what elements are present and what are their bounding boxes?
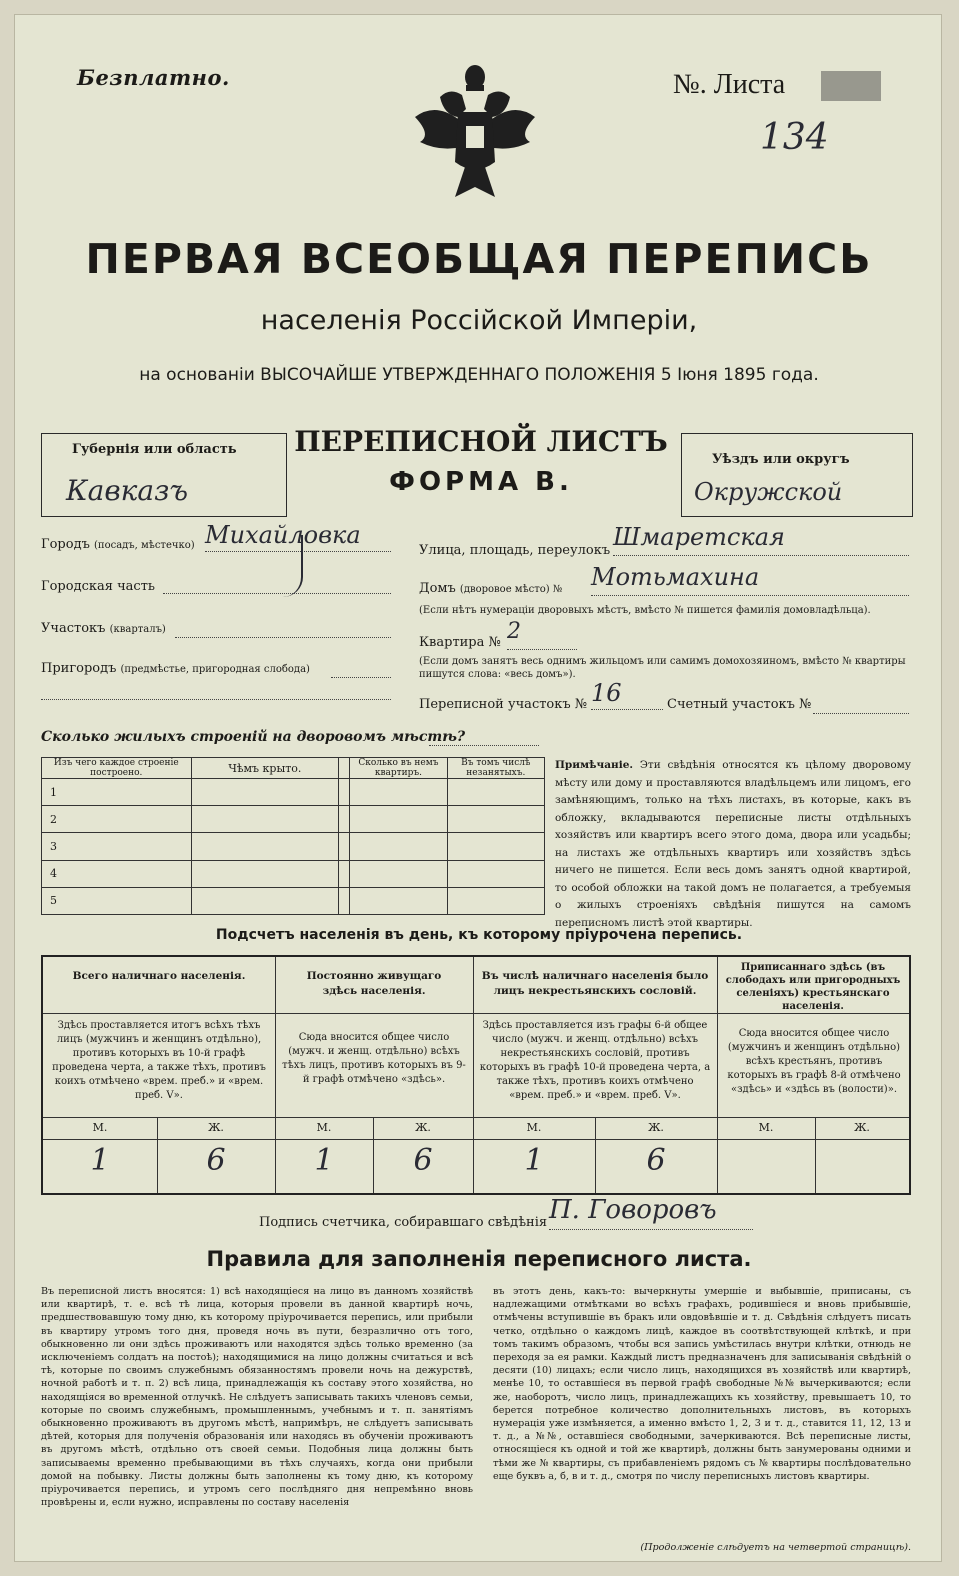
free-of-charge-label: Безплатно. — [77, 65, 230, 90]
row-number: 3 — [42, 833, 192, 860]
signature-value: П. Говоровъ — [549, 1195, 753, 1230]
buildings-col-apartments: Сколько въ немъ квартиръ. — [350, 758, 447, 779]
city-field — [41, 537, 195, 552]
row-number: 1 — [42, 779, 192, 806]
buildings-col-gap — [339, 758, 350, 779]
buildings-table — [41, 757, 545, 915]
district-label: Уѣздъ или округъ — [712, 452, 850, 467]
buildings-answer-line — [429, 731, 539, 746]
buildings-header-row — [42, 758, 545, 779]
count-col-1-f-value: 6 — [206, 1143, 226, 1178]
buildings-col-roof: Чѣмъ крыто. — [191, 758, 339, 779]
count-precinct-label: Счетный участокъ № — [667, 697, 812, 712]
count-col-4-m-label: М. — [758, 1121, 774, 1134]
buildings-question: Сколько жилыхъ строеній на дворовомъ мѣстѣ? — [41, 729, 466, 745]
legal-basis-line: на основаніи ВЫСОЧАЙШЕ УТВЕРЖДЕННАГО ПОЛОЖЕНІЯ 5 Іюня 1895 года. — [139, 365, 819, 385]
count-col-4-desc: Сюда вносится общее число (мужчинъ и женщинъ отдѣльно) всѣхъ крестьянъ, противъ которыхъ въ графѣ 8-й отмѣчено «здѣсь» и «здѣсь въ (волости)». — [727, 1028, 901, 1095]
count-col-2-m-value: 1 — [314, 1143, 334, 1178]
census-form-page — [14, 14, 942, 1562]
sheet-number-label: №. Листа — [673, 69, 786, 100]
apartment-label: Квартира № — [419, 635, 501, 650]
table-row — [42, 806, 545, 833]
suburb-line-1 — [331, 661, 391, 678]
population-count-heading: Подсчетъ населенія въ день, къ которому пріурочена перепись. — [215, 927, 743, 943]
house-field — [419, 581, 562, 596]
table-row — [42, 833, 545, 860]
page-title: ПЕРВАЯ ВСЕОБЩАЯ ПЕРЕПИСЬ — [85, 235, 873, 283]
suburb-field — [41, 661, 310, 676]
count-col-1-m-value: 1 — [90, 1143, 110, 1178]
count-col-1-desc: Здѣсь проставляется итогъ всѣхъ тѣхъ лицъ (мужчинъ и женщинъ отдѣльно), противъ которыхъ въ 10-й графѣ проведена черта, а также тѣхъ, противъ коихъ отмѣчено «врем. преб.» и «врем. преб. V». — [52, 1020, 266, 1101]
count-col-2-desc: Сюда вносится общее число (мужч. и женщ. отдѣльно) всѣхъ тѣхъ лицъ, противъ которыхъ въ 9-й графѣ отмѣчено «здѣсь». — [282, 1032, 466, 1085]
precinct-field — [41, 621, 166, 636]
count-precinct-line — [813, 697, 909, 714]
count-col-1-f-label: Ж. — [208, 1121, 224, 1134]
table-row — [42, 887, 545, 914]
suburb-label: Пригородъ — [41, 661, 117, 676]
count-col-3-m-value: 1 — [524, 1143, 544, 1178]
city-label: Городъ — [41, 537, 90, 552]
suburb-line-2 — [41, 687, 391, 700]
suburb-hint: (предмѣстье, пригородная слобода) — [120, 664, 310, 675]
precinct-label: Участокъ — [41, 621, 106, 636]
street-label: Улица, площадь, переулокъ — [419, 543, 611, 558]
count-col-4-f-label: Ж. — [854, 1121, 870, 1134]
form-letter: ФОРМА В. — [389, 467, 573, 497]
row-number: 4 — [42, 860, 192, 887]
row-number: 5 — [42, 887, 192, 914]
rules-heading: Правила для заполненія переписного листа. — [206, 1247, 752, 1271]
buildings-col-vacant: Въ томъ числѣ незанятыхъ. — [447, 758, 544, 779]
signature-label: Подпись счетчика, собиравшаго свѣдѣнія — [259, 1215, 548, 1230]
precinct-hint: (кварталъ) — [109, 624, 166, 635]
rules-right-column: въ этотъ день, какъ-то: вычеркнуты умершіе и выбывшіе, приписаны, съ надлежащими отмѣтками во всѣхъ графахъ, родившіеся и вновь прибывшіе, отмѣчены вступившіе въ бракъ или овдовѣвшіе и т. д. Свѣдѣнія слѣдуетъ писать четко, отдѣльно о каждомъ лицѣ, каждое въ соотвѣтствующей клѣткѣ, и при томъ такимъ образомъ, чтобы вся запись умѣстилась внутри клѣтки, отнюдь не переходя за ея рамки. Каждый листъ предназначенъ для записыванія свѣдѣній о десяти (10) лицахъ; если число лицъ, находящихся въ хозяйствѣ или квартирѣ, менѣе 10, то оставшіеся въ первой графѣ свободные №№ вычеркиваются; если же, наоборотъ, число лицъ, принадлежащихъ къ хозяйству, превышаетъ 10, то берется потребное количество дополнительныхъ листовъ, въ которыхъ нумерація уже измѣняется, а именно вмѣсто 1, 2, 3 и т. д., ставится 11, 12, 13 и т. д., а №№, оставшіеся свободными, зачеркиваются. Всѣ переписные листы, относящіеся къ одной и той же квартирѣ, должны быть занумерованы одними и тѣми же № квартиры, съ прибавленіемъ рядомъ съ № квартиры послѣдовательно еще буквъ а, б, в и т. д., смотря по числу переписныхъ листовъ квартиры. — [493, 1286, 911, 1482]
buildings-col-material: Изъ чего каждое строеніе построено. — [42, 758, 192, 779]
population-count-table — [41, 955, 911, 1195]
count-col-3-header: Въ числѣ наличнаго населенія было лицъ некрестьянскихъ сословій. — [481, 970, 709, 997]
province-value: Кавказъ — [66, 474, 189, 507]
count-col-2-header: Постоянно живущаго здѣсь населенія. — [306, 970, 442, 997]
city-hint: (посадъ, мѣстечко) — [94, 540, 195, 551]
district-value: Окружской — [694, 478, 843, 506]
note-text: Эти свѣдѣнія относятся къ цѣлому дворовому мѣсту или дому и проставляются владѣльцемъ или лицомъ, его замѣняющимъ, только на тѣхъ листахъ, въ которые, какъ въ обложку, вкладываются переписные листы отдѣльныхъ хозяйствъ или квартиръ всего этого дома, двора или усадьбы; на листахъ же отдѣльныхъ квартиръ или хозяйствъ здѣсь ничего не пишется. Если весь домъ занятъ одной квартирой, то особой обложки на такой домъ не полагается, а требуемыя о жилыхъ строеніяхъ свѣдѣнія пишутся на самомъ переписномъ листѣ этой квартиры. — [555, 759, 911, 929]
house-label: Домъ — [419, 581, 456, 596]
sheet-number-stamp — [821, 71, 881, 101]
census-precinct-label: Переписной участокъ № — [419, 697, 588, 712]
house-hint: (дворовое мѣсто) № — [459, 584, 563, 595]
district-box — [681, 433, 913, 517]
page-subtitle: населенія Россійской Имперіи, — [260, 305, 698, 336]
city-part-label: Городская часть — [41, 579, 155, 594]
count-col-2-f-value: 6 — [413, 1143, 433, 1178]
table-row — [42, 779, 545, 806]
sheet-number-handwritten: 134 — [760, 117, 829, 158]
count-col-2-f-label: Ж. — [415, 1121, 431, 1134]
count-col-1-header: Всего наличнаго населенія. — [72, 970, 246, 982]
count-col-4-header: Приписаннаго здѣсь (въ слободахъ или пригородныхъ селеніяхъ) крестьянскаго населенія. — [725, 962, 901, 1012]
city-value: Михайловка — [205, 521, 391, 552]
count-col-3-f-value: 6 — [646, 1143, 666, 1178]
rules-continued: (Продолженіе слѣдуетъ на четвертой страницѣ). — [640, 1542, 911, 1553]
province-label: Губернія или область — [72, 442, 237, 457]
count-col-2-m-label: М. — [316, 1121, 332, 1134]
census-precinct-value: 16 — [591, 679, 663, 710]
apartment-value: 2 — [507, 619, 577, 650]
rules-left-column: Въ переписной листъ вносятся: 1) всѣ находящіеся на лицо въ данномъ хозяйствѣ или квартирѣ, т. е. всѣ тѣ лица, которыя провели въ данной квартирѣ ночь, предшествовавшую тому дню, къ которому пріурочивается перепись, или прибыли въ квартиру утромъ того дня, проведя ночь въ пути, безразлично отъ того, обыкновенно ли они здѣсь проживаютъ или находятся здѣсь только временно (за исключеніемъ солдатъ на постоѣ); находящимися на лицо должны считаться и всѣ тѣ, которые по своимъ служебнымъ обязанностямъ провели ночь на дежурствѣ, ночной работѣ и т. п. 2) всѣ лица, принадлежащія къ составу этого хозяйства, но находящіяся во временной отлучкѣ. Не слѣдуетъ записывать такихъ членовъ семьи, которые по своимъ служебнымъ, промышленнымъ, учебнымъ и т. п. занятіямъ обыкновенно проживаютъ въ другомъ мѣстѣ, напримѣръ, не слѣдуетъ записывать дѣтей, которыя для полученія образованія или находясь въ обученіи проживаютъ въ другомъ мѣстѣ, отдѣльно отъ своей семьи. Подобныя лица должны быть записываемы временно пребывающими въ тѣхъ случаяхъ, когда они прибыли домой на побывку. Листы должны быть заполнены къ тому дню, къ которому пріурочивается перепись, и утромъ сего послѣдняго дня непремѣнно вновь провѣрены и, если нужно, исправлены по составу населенія — [41, 1286, 473, 1509]
house-value: Мотьмахина — [591, 563, 909, 596]
form-title: ПЕРЕПИСНОЙ ЛИСТЪ — [294, 425, 668, 458]
precinct-line — [175, 621, 391, 638]
province-box — [41, 433, 287, 517]
double-headed-eagle-emblem-icon — [410, 57, 540, 207]
count-col-3-m-label: М. — [526, 1121, 542, 1134]
row-number: 2 — [42, 806, 192, 833]
count-col-1-m-label: М. — [92, 1121, 108, 1134]
buildings-note — [555, 757, 911, 932]
apartment-note: (Если домъ занятъ весь однимъ жильцомъ или самимъ домохозяиномъ, вмѣсто № квартиры пишутся слова: «весь домъ»). — [419, 656, 906, 680]
pen-stroke — [277, 535, 303, 597]
table-row — [42, 860, 545, 887]
count-col-3-desc: Здѣсь проставляется изъ графы 6-й общее число (мужч. и женщ. отдѣльно) всѣхъ некрестьянскихъ сословій, противъ которыхъ въ графѣ 10-й проведена черта, а также тѣхъ, противъ коихъ отмѣчено «врем. преб.» и «врем. преб. V». — [479, 1020, 711, 1101]
count-col-3-f-label: Ж. — [648, 1121, 664, 1134]
street-value: Шмаретская — [613, 523, 909, 556]
house-note: (Если нѣтъ нумераціи дворовыхъ мѣстъ, вмѣсто № пишется фамилія домовладѣльца). — [419, 605, 871, 616]
note-label: Примѣчаніе. — [555, 759, 634, 771]
